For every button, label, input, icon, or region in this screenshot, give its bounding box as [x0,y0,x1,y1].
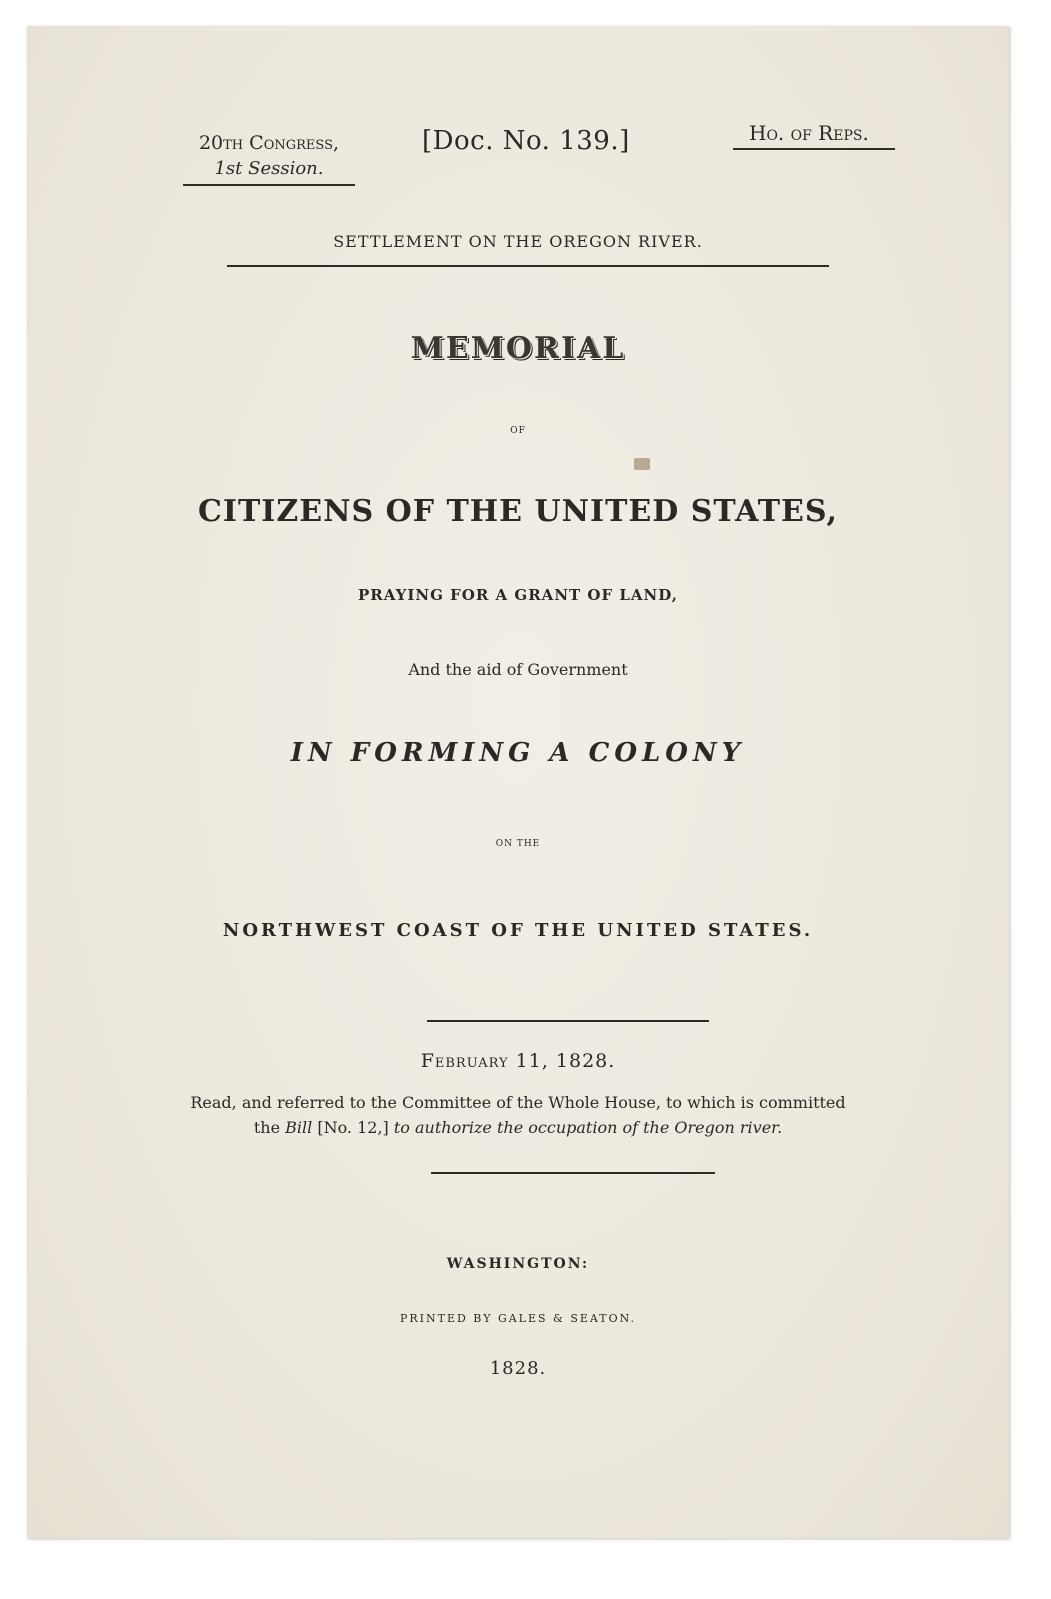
on-the-words: ON THE [495,839,541,849]
memorial-heading: MEMORIAL [410,331,626,366]
forming-heading: IN FORMING A COLONY [290,738,746,768]
congress-label [179,132,359,154]
referral-prefix: the [253,1118,286,1137]
aid-line: And the aid of Government [408,660,628,679]
subject-heading: SETTLEMENT ON THE OREGON RIVER. [333,232,703,251]
of-word: OF [510,426,526,436]
session-text: 1st Session. [214,158,324,179]
referral-bill: Bill [285,1118,313,1137]
imprint-year: 1828. [489,1358,547,1379]
citizens-heading: CITIZENS OF THE UNITED STATES, [198,494,838,529]
date-bottom-rule [431,1172,715,1174]
coast-heading: NORTHWEST COAST OF THE UNITED STATES. [222,920,814,941]
referral-line-1: Read, and referred to the Committee of the Whole House, to which is committed [190,1093,846,1112]
house-underline [733,148,895,150]
referral-number: [No. 12,] [312,1118,394,1137]
date-top-rule [427,1020,709,1022]
doc-number: [Doc. No. 139.] [422,126,630,156]
congress-underline [183,184,355,186]
date-line: February 11, 1828. [420,1050,616,1072]
session-label [179,158,359,179]
paper-stain [634,458,650,470]
subject-rule [227,265,829,267]
document-page [27,26,1009,1538]
imprint-place: WASHINGTON: [446,1256,590,1272]
praying-heading: PRAYING FOR A GRANT OF LAND, [358,586,678,604]
referral-purpose: to authorize the occupation of the Oregon river. [393,1118,783,1137]
referral-line-2 [27,1118,1009,1137]
congress-text: 20th Congress, [198,132,340,154]
imprint-printer: PRINTED BY GALES & SEATON. [399,1312,637,1325]
house-label: Ho. of Reps. [749,121,869,145]
